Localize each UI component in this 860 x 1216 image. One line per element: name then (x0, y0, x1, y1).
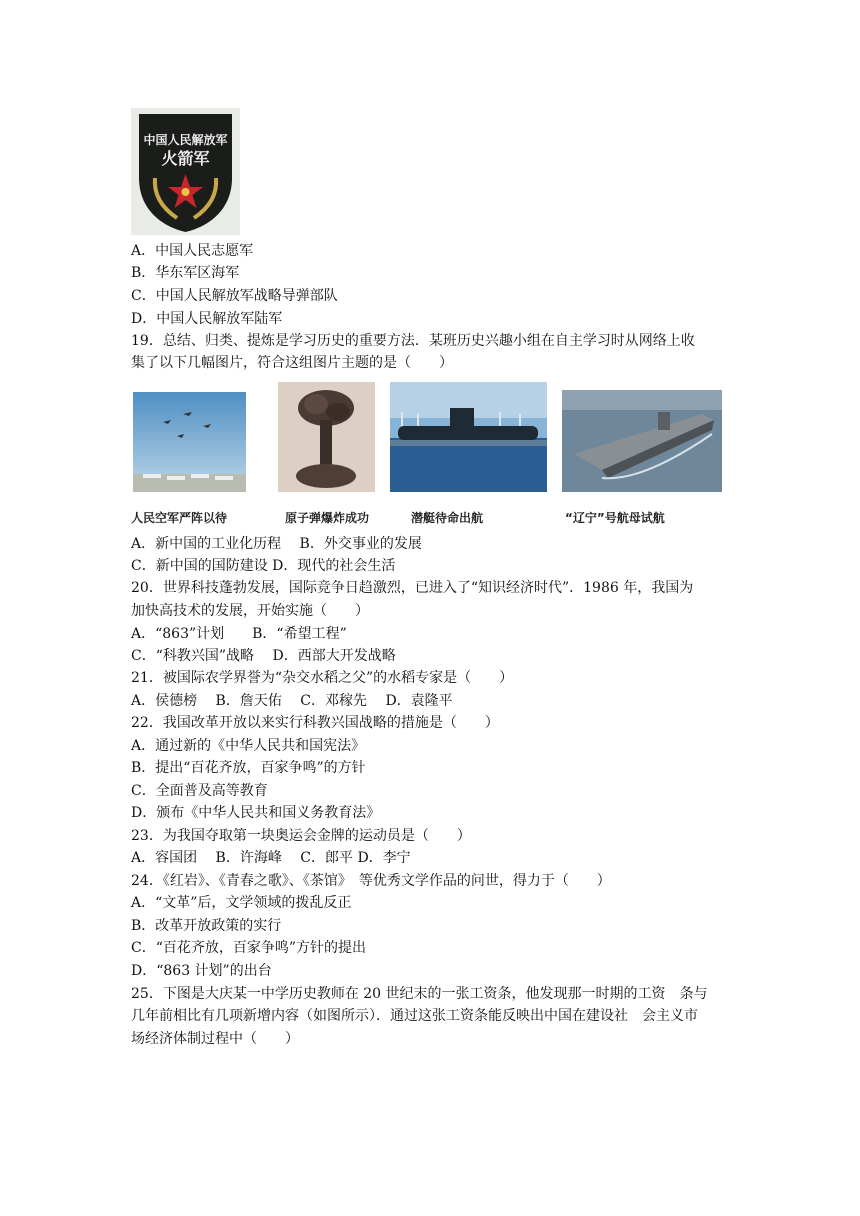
q20-stem-line2: 加快高技术的发展，开始实施（ ） (131, 603, 369, 619)
q24-option-b: B．改革开放政策的实行 (131, 918, 282, 934)
q22-option-b: B．提出“百花齐放，百家争鸣”的方针 (131, 760, 366, 776)
q18-option-b: B．华东军区海军 (131, 265, 240, 281)
q25-stem-line3: 场经济体制过程中（ ） (131, 1031, 299, 1047)
q19-options-cd: C．新中国的国防建设 D．现代的社会生活 (131, 558, 396, 574)
q22-option-a: A．通过新的《中华人民共和国宪法》 (131, 738, 366, 754)
q21-options: A．侯德榜 B．詹天佑 C．邓稼先 D．袁隆平 (131, 693, 453, 709)
q24-option-c: C．“百花齐放，百家争鸣”方针的提出 (131, 940, 367, 956)
q19-stem-line2: 集了以下几幅图片，符合这组图片主题的是（ ） (131, 355, 453, 371)
liaoning-carrier-photo (562, 390, 722, 492)
q24-option-a: A．“文革”后，文学领域的拨乱反正 (131, 895, 352, 911)
caption-submarine: 潜艇待命出航 (411, 511, 484, 525)
q20-options-cd: C．“科教兴国”战略 D．西部大开发战略 (131, 648, 396, 664)
q22-stem: 22．我国改革开放以来实行科教兴国战略的措施是（ ） (131, 715, 499, 731)
badge-line2: 火箭军 (161, 149, 210, 168)
q20-options-ab: A．“863”计划 B．“希望工程” (131, 626, 347, 642)
caption-atomic-bomb: 原子弹爆炸成功 (285, 511, 370, 525)
caption-air-force: 人民空军严阵以待 (131, 511, 228, 525)
q23-stem: 23．为我国夺取第一块奥运会金牌的运动员是（ ） (131, 828, 471, 844)
q22-option-c: C．全面普及高等教育 (131, 783, 268, 799)
rocket-force-badge-image (131, 108, 240, 235)
q25-stem-line1: 25．下图是大庆某一中学历史教师在 20 世纪末的一张工资条，他发现那一时期的工资 条与 (131, 986, 708, 1002)
q19-options-ab: A．新中国的工业化历程 B．外交事业的发展 (131, 536, 422, 552)
q18-option-c: C．中国人民解放军战略导弹部队 (131, 288, 338, 304)
q22-option-d: D．颁布《中华人民共和国义务教育法》 (131, 805, 381, 821)
q18-option-a: A．中国人民志愿军 (131, 243, 254, 259)
q21-stem: 21．被国际农学界誉为“杂交水稻之父”的水稻专家是（ ） (131, 670, 514, 686)
q18-option-d: D．中国人民解放军陆军 (131, 311, 283, 327)
badge-line1: 中国人民解放军 (143, 133, 228, 147)
caption-carrier: “辽宁”号航母试航 (565, 511, 665, 525)
q19-stem-line1: 19．总结、归类、提炼是学习历史的重要方法．某班历史兴趣小组在自主学习时从网络上收 (131, 333, 695, 349)
q23-options: A．容国团 B．许海峰 C．郎平 D．李宁 (131, 850, 411, 866)
submarine-photo (390, 382, 547, 492)
atomic-bomb-photo (278, 382, 375, 492)
q25-stem-line2: 几年前相比有几项新增内容（如图所示）．通过这张工资条能反映出中国在建设社 会主义市 (131, 1008, 698, 1024)
q20-stem-line1: 20．世界科技蓬勃发展，国际竞争日趋激烈，已进入了“知识经济时代”．1986 年，我国为 (131, 580, 694, 596)
q24-stem: 24．《红岩》、《青春之歌》、《茶馆》 等优秀文学作品的问世，得力于（ ） (131, 873, 611, 889)
air-force-photo (133, 392, 246, 492)
q24-option-d: D．“863 计划”的出台 (131, 963, 272, 979)
